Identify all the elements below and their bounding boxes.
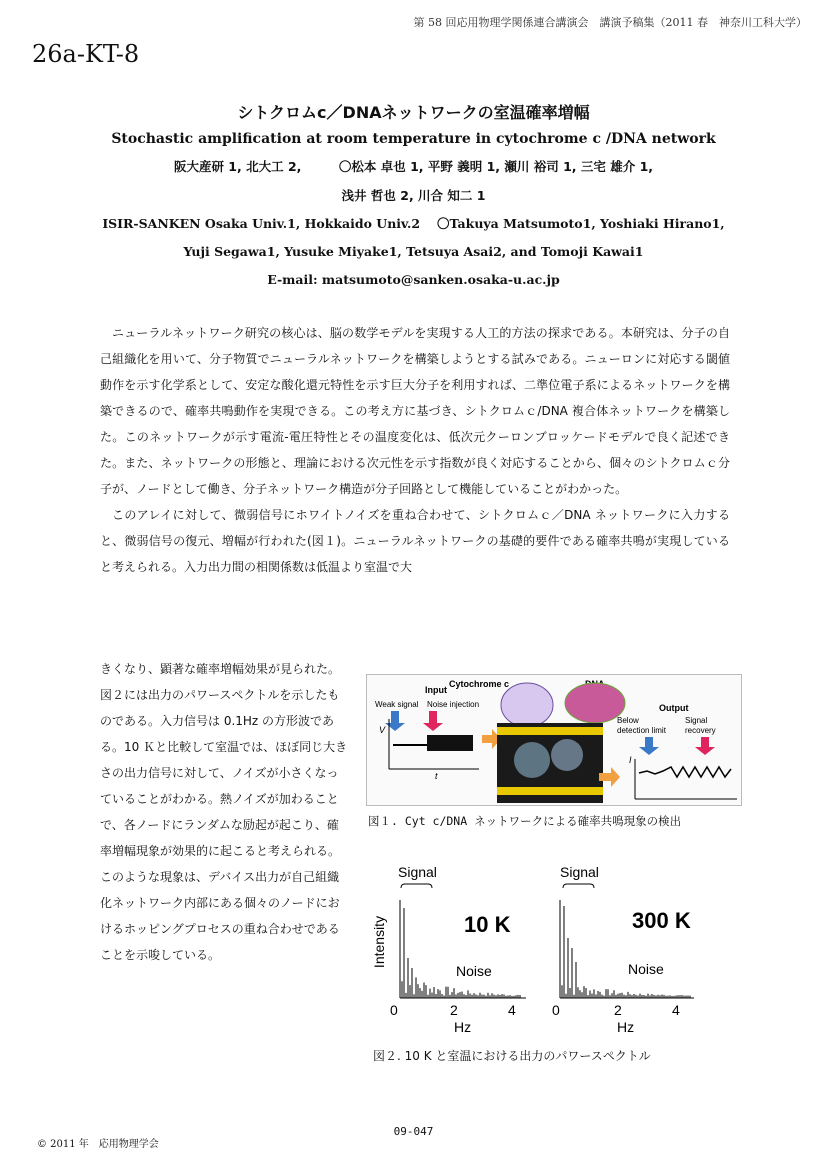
v-axis-label: V [379, 725, 386, 735]
i-axis-label: I [629, 755, 632, 765]
figure-1-svg [367, 675, 741, 805]
recovery-label: recovery [685, 726, 716, 735]
panel1-tick-0: 0 [390, 1002, 398, 1018]
signal-arrow-icon [385, 711, 405, 731]
figure-2-ylabel: Intensity [371, 915, 387, 969]
panel2-signal-label: Signal [560, 864, 599, 880]
panel2-signal-bracket [563, 884, 594, 888]
authors-en-line2: Yuji Segawa1, Yusuke Miyake1, Tetsuya Asai2, and Tomoji Kawai1 [183, 244, 644, 259]
paragraph-2: このアレイに対して、微弱信号にホワイトノイズを重ね合わせて、シトクロムｃ／DNA ネットワークに入力すると、微弱信号の復元、増幅が行われた(図１)。ニューラルネットワークの基礎的要件である確率共鳴が実現していると考えられる。入力出力間の相関係数は低温より室温で大 [100, 508, 730, 574]
output-trace [639, 767, 731, 777]
panel1-signal-bracket [401, 884, 432, 888]
title-japanese: シトクロムc／DNAネットワークの室温確率増幅 [237, 103, 590, 122]
email: E-mail: matsumoto@sanken.osaka-u.ac.jp [267, 272, 560, 287]
input-t-label: t [435, 771, 438, 781]
paragraph-3: きくなり、顕著な確率増幅効果が見られた。図２には出力のパワースペクトルを示したものである。入力信号は 0.1Hz の方形波である。10 Ｋと比較して室温では、ほぼ同じ大きさの出力信号に対して、ノイズが小さくなっていることがわかる。熱ノイズが加わることで、各ノードにランダムな励起が起こり、確率増幅現象が効果的に起こると考えられる。このような現象は、デバイス出力が自己組織化ネットワーク内部にある個々のノードにおけるホッピングプロセスの重ね合わせであることを示唆している。 [100, 662, 348, 962]
panel2-noise-label: Noise [628, 961, 664, 977]
figure-2 [364, 860, 726, 1040]
panel1-tick-2: 2 [450, 1002, 458, 1018]
cytochrome-label: Cytochrome c [449, 679, 510, 689]
noise-trace [427, 735, 473, 751]
figure-2-svg [364, 860, 726, 1040]
below-arrow-icon [639, 737, 659, 755]
authors-en-line1: ISIR-SANKEN Osaka Univ.1, Hokkaido Univ.2 〇Takuya Matsumoto1, Yoshiaki Hirano1, [102, 216, 725, 231]
input-label: Input [425, 685, 447, 695]
page-code: 09-047 [393, 1125, 434, 1138]
panel1-temperature: 10 K [464, 912, 511, 937]
figure-1-caption: 図１. Cyt c/DNA ネットワークによる確率共鳴現象の検出 [368, 814, 682, 828]
electrode-bottom [497, 787, 603, 795]
title-english: Stochastic amplification at room temperature in cytochrome c /DNA network [111, 131, 716, 147]
weak-signal-label: Weak signal [375, 700, 419, 709]
dna-molecule-image [565, 683, 625, 723]
panel1-signal-label: Signal [398, 864, 437, 880]
noise-arrow-icon [423, 711, 443, 731]
paper-code: 26a-KT-8 [32, 40, 140, 68]
detection-limit-label: detection limit [617, 726, 666, 735]
panel2-xlabel: Hz [617, 1019, 635, 1035]
figure-2-caption: 図２. 10 K と室温における出力のパワースペクトル [373, 1049, 651, 1063]
figure-1 [366, 674, 742, 806]
conference-header: 第 58 回応用物理学関係連合講演会 講演予稿集（2011 春 神奈川工科大学） [413, 16, 807, 29]
panel2-temperature: 300 K [632, 908, 691, 933]
paragraph-1: ニューラルネットワーク研究の核心は、脳の数学モデルを実現する人工的方法の探求である。本研究は、分子の自己組織化を用いて、分子物質でニューラルネットワークを構築しようとする試みである。ニューロンに対応する閾値動作を示す化学系として、安定な酸化還元特性を示す巨大分子を利用すれば、二準位電子系によるネットワークを構築できるので、確率共鳴動作を実現できる。この考え方に基づき、シトクロムｃ/DNA 複合体ネットワークを構築した。このネットワークが示す電流-電圧特性とその温度変化は、低次元クーロンブロッケードモデルで良く記述できた。また、ネットワークの形態と、理論における次元性を示す指数が良く対応することから、個々のシトクロムｃ分子が、ノードとして働き、分子ネットワーク構造が分子回路として機能していることがわかった。 [100, 326, 730, 496]
body-text [100, 320, 730, 580]
authors-jp-line1: 阪大産研 1, 北大工 2, 〇松本 卓也 1, 平野 義明 1, 瀬川 裕司 1, 三宅 雄介 1, [173, 159, 654, 174]
electrode-top [497, 727, 603, 735]
recovery-arrow-icon [695, 737, 715, 755]
noise-injection-label: Noise injection [427, 700, 480, 709]
panel1-noise-label: Noise [456, 963, 492, 979]
cytochrome-molecule-image [501, 683, 553, 727]
below-label: Below [617, 716, 639, 725]
panel2-tick-0: 0 [552, 1002, 560, 1018]
signal-label: Signal [685, 716, 708, 725]
network-cluster-2 [551, 739, 583, 771]
panel2-tick-4: 4 [672, 1002, 680, 1018]
panel2-tick-2: 2 [614, 1002, 622, 1018]
copyright: © 2011 年 応用物理学会 [37, 1139, 159, 1150]
authors-jp-line2: 浅井 哲也 2, 川合 知二 1 [341, 188, 486, 203]
output-label: Output [659, 703, 689, 713]
panel1-tick-4: 4 [508, 1002, 516, 1018]
network-cluster-1 [514, 742, 550, 778]
panel1-xlabel: Hz [454, 1019, 472, 1035]
